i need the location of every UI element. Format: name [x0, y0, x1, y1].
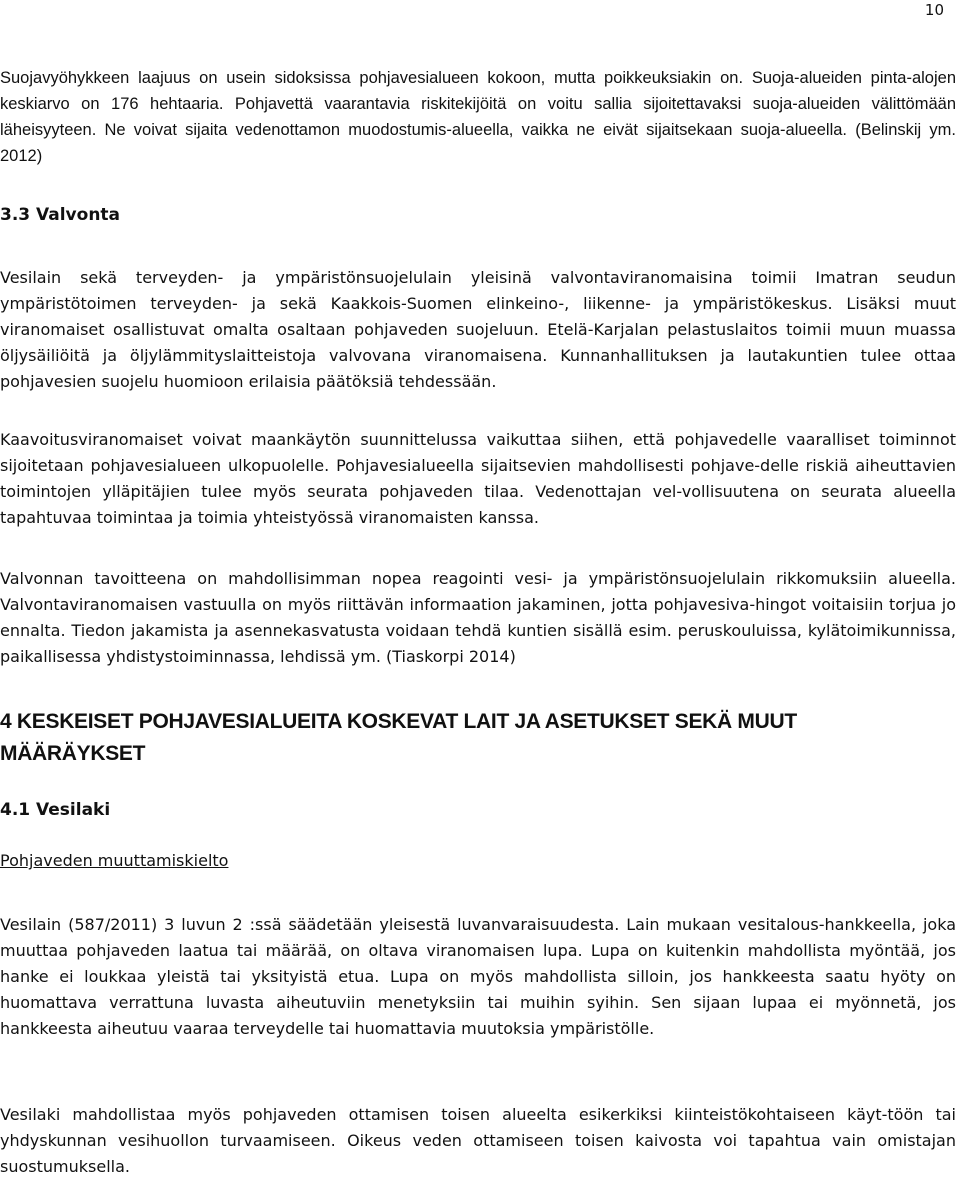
intro-section — [0, 65, 960, 169]
chapter-4-heading: 4 KESKEISET POHJAVESIALUEITA KOSKEVAT LAIT JA ASETUKSET SEKÄ MUUT MÄÄRÄYKSET — [0, 710, 797, 765]
section-3-3-paragraph-1-block — [0, 265, 960, 395]
section-3-3-heading: 3.3 Valvonta — [0, 205, 121, 225]
section-4-1-subheading: Pohjaveden muuttamiskielto — [0, 851, 229, 870]
intro-paragraph: Suojavyöhykkeen laajuus on usein sidoksissa pohjavesialueen kokoon, mutta poikkeuksiakin on. Suoja-alueiden pinta-alojen keskiarvo on 176 hehtaaria. Pohjavettä vaarantavia riskitekijöitä on voitu sallia sijoitettavaksi suoja-alueiden välittömään läheisyyteen. Ne voivat sijaita vedenottamon muodostumis-alueella, vaikka ne eivät sijaitsekaan suoja-alueella. (Belinskij ym. 2012) — [0, 69, 956, 165]
page-number: 10 — [924, 1, 944, 19]
section-3-3-paragraph-3: Valvonnan tavoitteena on mahdollisimman nopea reagointi vesi- ja ympäristönsuojelulain rikkomuksiin alueella. Valvontaviranomaisen vastuulla on myös riittävän informaation jakaminen, jotta pohjavesiva-hingot voitaisiin torjua jo ennalta. Tiedon jakamista ja asennekasvatusta voidaan tehdä kuntien sisällä esim. peruskouluissa, kylätoimikunnissa, paikallisessa yhdistystoiminnassa, lehdissä ym. (Tiaskorpi 2014) — [0, 569, 956, 666]
section-4-1-paragraph-2-block — [0, 1102, 960, 1180]
section-4-1-paragraph-1-block — [0, 912, 960, 1042]
section-4-1-paragraph-2: Vesilaki mahdollistaa myös pohjaveden ottamisen toisen alueelta esikerkiksi kiinteistökohtaiseen käyt-töön tai yhdyskunnan vesihuollon turvaamiseen. Oikeus veden ottamiseen toisen kaivosta voi tapahtua vain omistajan suostumuksella. — [0, 1105, 956, 1176]
section-3-3-paragraph-1: Vesilain sekä terveyden- ja ympäristönsuojelulain yleisinä valvontaviranomaisina toimii Imatran seudun ympäristötoimen terveyden- ja sekä Kaakkois-Suomen elinkeino-, liikenne- ja ympäristökeskus. Lisäksi muut viranomaiset osallistuvat omalta osaltaan pohjaveden suojeluun. Etelä-Karjalan pelastuslaitos toimii muun muassa öljysäiliöitä ja öljylämmityslaitteistoja valvovana viranomaisena. Kunnanhallituksen ja lautakuntien tulee ottaa pohjavesien suojelu huomioon erilaisia päätöksiä tehdessään. — [0, 268, 956, 391]
section-4-1-heading: 4.1 Vesilaki — [0, 800, 111, 820]
section-3-3-paragraph-3-block — [0, 566, 960, 670]
section-3-3-paragraph-2-block — [0, 427, 960, 531]
section-4-1-paragraph-1: Vesilain (587/2011) 3 luvun 2 :ssä säädetään yleisestä luvanvaraisuudesta. Lain mukaan vesitalous-hankkeella, joka muuttaa pohjaveden laatua tai määrää, on oltava viranomaisen lupa. Lupa on kuitenkin mahdollista myöntää, jos hanke ei loukkaa yleistä tai yksityistä etua. Lupa on myös mahdollista silloin, jos hankkeesta saatu hyöty on huomattava verrattuna luvasta aiheutuviin menetyksiin tai muihin syihin. Sen sijaan lupaa ei myönnetä, jos hankkeesta aiheutuu vaaraa terveydelle tai huomattavia muutoksia ympäristölle. — [0, 915, 956, 1038]
section-3-3-paragraph-2: Kaavoitusviranomaiset voivat maankäytön suunnittelussa vaikuttaa siihen, että pohjavedelle vaaralliset toiminnot sijoitetaan pohjavesialueen ulkopuolelle. Pohjavesialueella sijaitsevien mahdollisesti pohjave-delle riskiä aiheuttavien toimintojen ylläpitäjien tulee myös seurata pohjaveden tilaa. Vedenottajan vel-vollisuutena on seurata alueella tapahtuvaa toimintaa ja toimia yhteistyössä viranomaisten kanssa. — [0, 430, 956, 527]
